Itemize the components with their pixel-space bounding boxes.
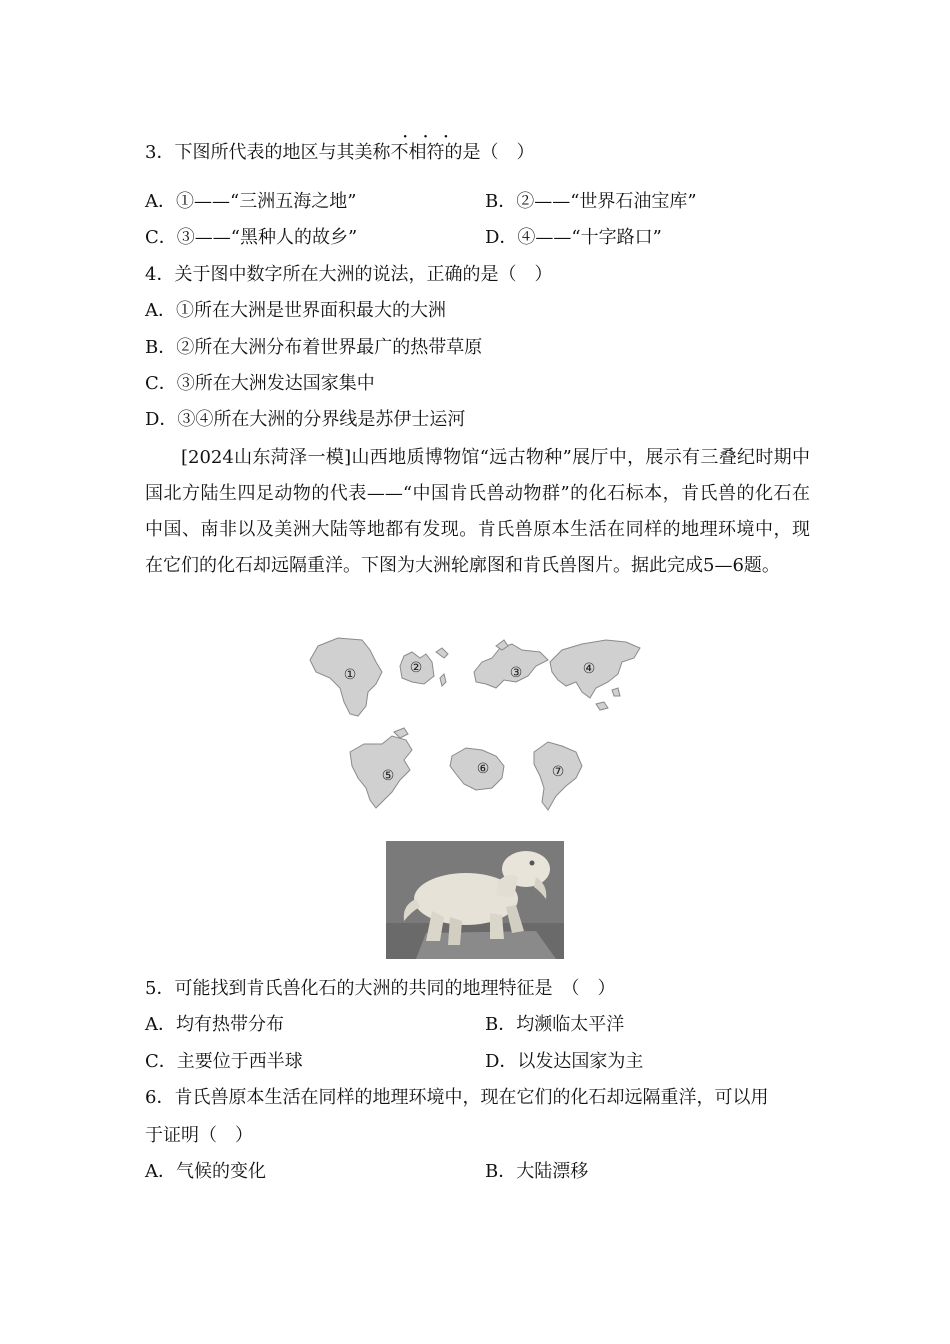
question-3-option-b[interactable]: B．②——“世界石油宝库” [485, 191, 697, 212]
map-label-4: ④ [582, 661, 596, 677]
question-5-stem: 5．可能找到肯氏兽化石的大洲的共同的地理特征是 （ ） [145, 978, 616, 999]
passage-text: 山西地质博物馆“远古物种”展厅中，展示有三叠纪时期中国北方陆生四足动物的代表——“中国肯氏兽动物群”的化石标本，肯氏兽的化石在中国、南非以及美洲大陆等地都有发现。肯氏兽原本生活在同样的地理环境中，现在它们的化石却远隔重洋。下图为大洲轮廓图和肯氏兽图片。据此完成5—6题。 [145, 447, 810, 576]
question-4-stem: 4．关于图中数字所在大洲的说法，正确的是（ ） [145, 264, 553, 285]
question-6-stem-line-1: 6．肯氏兽原本生活在同样的地理环境中，现在它们的化石却远隔重洋，可以用 [145, 1087, 769, 1108]
passage-source: [2024山东菏泽一模] [181, 447, 352, 468]
passage [145, 440, 810, 584]
map-label-1: ① [343, 667, 357, 683]
question-4-option-b[interactable]: B．②所在大洲分布着世界最广的热带草原 [145, 337, 483, 358]
question-5-option-d[interactable]: D．以发达国家为主 [485, 1051, 644, 1072]
question-6-stem-line-2: 于证明（ ） [145, 1125, 253, 1146]
emphasis-dots: ··· [402, 124, 464, 148]
question-3-stem: 3．下图所代表的地区与其美称不相符的是（ ） [145, 142, 535, 163]
question-5-option-a[interactable]: A．均有热带分布 [145, 1014, 284, 1035]
map-label-2: ② [409, 660, 423, 676]
question-6-option-b[interactable]: B．大陆漂移 [485, 1161, 589, 1182]
kannemeyeria-illustration [386, 841, 564, 959]
question-5-option-c[interactable]: C．主要位于西半球 [145, 1051, 303, 1072]
question-3-option-d[interactable]: D．④——“十字路口” [485, 227, 662, 248]
map-label-5: ⑤ [381, 768, 395, 784]
map-label-3: ③ [509, 665, 523, 681]
question-5-option-b[interactable]: B．均濒临太平洋 [485, 1014, 625, 1035]
kannemeyeria-photo [386, 841, 564, 959]
question-6-option-a[interactable]: A．气候的变化 [145, 1161, 266, 1182]
map-label-7: ⑦ [551, 764, 565, 780]
question-4-option-c[interactable]: C．③所在大洲发达国家集中 [145, 373, 375, 394]
question-4-option-d[interactable]: D．③④所在大洲的分界线是苏伊士运河 [145, 409, 466, 430]
question-3-option-a[interactable]: A．①——“三洲五海之地” [145, 191, 357, 212]
map-label-6: ⑥ [476, 761, 490, 777]
question-4-option-a[interactable]: A．①所在大洲是世界面积最大的大洲 [145, 300, 446, 321]
continent-outline-map [300, 632, 645, 817]
question-3-option-c[interactable]: C．③——“黑种人的故乡” [145, 227, 358, 248]
